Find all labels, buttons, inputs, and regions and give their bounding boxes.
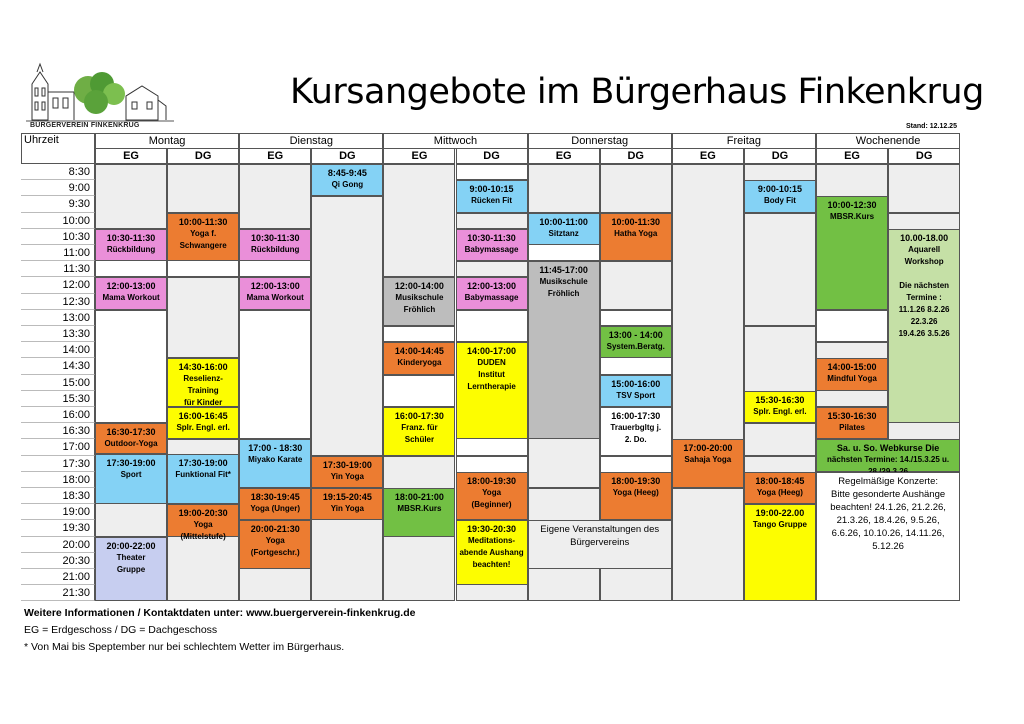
course-entry [311, 456, 383, 488]
course-label: Miyako Karate [248, 455, 303, 465]
course-label: Yoga [193, 520, 213, 530]
logo-text: BÜRGERVEREIN FINKENKRUG [30, 122, 140, 129]
course-time: 12:00-13:00 [467, 281, 517, 292]
course-entry [816, 439, 960, 471]
course-entry [95, 229, 167, 261]
time-slot-label: 10:00 [21, 213, 95, 229]
empty-slot [383, 326, 455, 342]
course-entry [744, 180, 816, 212]
time-slot-label: 13:00 [21, 310, 95, 326]
course-label: MBSR.Kurs [397, 504, 442, 513]
course-entry [383, 342, 455, 374]
course-label: Franz. für [401, 423, 438, 432]
course-label: nächsten Termine: 14./15.3.25 u. [827, 455, 950, 465]
empty-slot [383, 164, 455, 277]
day-header-mittwoch: Mittwoch [383, 133, 527, 149]
course-entry [456, 472, 528, 521]
floor-header-eg: EG [95, 148, 167, 164]
course-entry [95, 423, 167, 454]
course-label: Babymassage [464, 293, 519, 303]
course-entry [528, 213, 600, 245]
course-label: 22.3.26 [910, 316, 938, 326]
course-time: 15:00-16:00 [611, 378, 661, 389]
floor-header-dg: DG [311, 148, 383, 164]
course-time: 14:00-14:45 [394, 346, 444, 357]
course-label: Workshop [904, 256, 944, 266]
empty-slot [600, 261, 672, 310]
course-time: 10:00-11:30 [178, 216, 228, 227]
course-time: 14:00-15:00 [827, 362, 877, 373]
time-slot-label: 16:30 [21, 423, 95, 439]
time-slot-label: 18:00 [21, 472, 95, 488]
course-time: 8:45-9:45 [327, 168, 367, 178]
time-slot-label: 17:00 [21, 439, 95, 455]
floor-header-eg: EG [383, 148, 455, 164]
empty-slot [239, 310, 311, 440]
stand-date: Stand: 12.12.25 [906, 123, 957, 130]
course-entry [816, 196, 888, 309]
empty-slot [239, 164, 311, 229]
empty-slot [167, 277, 239, 358]
day-header-donnerstag: Donnerstag [528, 133, 672, 149]
time-slot-label: 19:00 [21, 504, 95, 520]
floor-header-eg: EG [528, 148, 600, 164]
empty-slot [528, 164, 600, 213]
course-entry [456, 229, 528, 261]
empty-slot [456, 164, 528, 180]
course-entry [816, 407, 888, 439]
course-label: Yin Yoga [330, 471, 364, 481]
floor-header-dg: DG [888, 148, 960, 164]
course-label: (Mittelstufe) [180, 532, 226, 542]
course-entry [383, 488, 455, 537]
time-slot-label: 14:00 [21, 342, 95, 358]
course-label: Sahaja Yoga [684, 455, 732, 465]
course-label: abende Aushang [459, 548, 524, 558]
time-slot-label: 9:30 [21, 196, 95, 212]
course-entry [600, 472, 672, 521]
empty-slot [95, 164, 167, 229]
time-slot-label: 12:30 [21, 294, 95, 310]
empty-slot [888, 164, 960, 213]
course-label: Splr. Engl. erl. [753, 406, 807, 416]
course-entry [239, 229, 311, 261]
course-label: Yoga [482, 487, 502, 497]
course-entry [888, 229, 960, 423]
course-label: Fröhlich [547, 289, 580, 299]
course-label: Trauerbgltg j. [610, 423, 662, 432]
course-label: Schüler [404, 435, 435, 444]
course-entry [744, 472, 816, 504]
time-slot-label: 11:30 [21, 261, 95, 277]
day-header-wochenende: Wochenende [816, 133, 960, 149]
course-time: 10:00-11:30 [611, 216, 660, 227]
course-entry [672, 439, 744, 488]
course-label: DUDEN [477, 358, 506, 368]
course-label: Rückbildung [251, 244, 300, 254]
course-label: Tango Gruppe [752, 520, 807, 530]
empty-slot [95, 310, 167, 423]
course-time: 17:00-20:00 [683, 443, 733, 454]
course-label: (Fortgeschr.) [250, 548, 300, 558]
course-entry [816, 358, 888, 390]
footer-notes [24, 605, 415, 656]
course-time: 9:00-10:15 [757, 184, 802, 195]
floor-header-eg: EG [816, 148, 888, 164]
course-entry [239, 488, 311, 520]
time-slot-label: 8:30 [21, 164, 95, 180]
empty-slot [456, 213, 528, 229]
day-header-freitag: Freitag [672, 133, 816, 149]
course-entry [95, 454, 167, 504]
empty-slot [816, 310, 888, 342]
course-label: Babymassage [464, 244, 519, 254]
course-entry [528, 261, 600, 439]
course-time: 18:00-18:45 [755, 475, 805, 486]
course-label: Yoga (Heeg) [612, 487, 659, 497]
house-logo-icon [26, 62, 174, 124]
course-label: Pilates [839, 423, 865, 432]
floor-header-dg: DG [744, 148, 816, 164]
course-time: 11:45-17:00 [539, 265, 588, 276]
course-label: Lerntherapie [467, 382, 516, 392]
course-label: Yin Yoga [330, 504, 364, 513]
course-entry [744, 504, 816, 601]
course-entry [528, 520, 672, 569]
course-label: Rückbildung [106, 244, 156, 254]
empty-slot [456, 261, 528, 277]
empty-slot [383, 375, 455, 407]
course-label: Theater [116, 552, 146, 562]
course-schedule-table [21, 133, 961, 603]
footer-floor-legend: EG = Erdgeschoss / DG = Dachgeschoss [24, 624, 218, 636]
course-time: 10:00-12:30 [827, 200, 877, 211]
course-entry [167, 213, 239, 262]
course-label: Sitztanz [548, 228, 579, 238]
course-time: 12:00-13:00 [106, 281, 156, 292]
course-entry [311, 488, 383, 520]
empty-slot [600, 310, 672, 326]
course-label: Hatha Yoga [614, 228, 658, 238]
course-label: Kinderyoga [397, 358, 442, 368]
course-label: Fröhlich [403, 305, 436, 315]
course-label: Musikschule [395, 293, 444, 303]
course-time: 19:30-20:30 [467, 524, 517, 535]
course-time: 13:00 - 14:00 [608, 330, 663, 340]
course-time: 10.00-18.00 [900, 232, 949, 243]
course-label: Mindful Yoga [827, 374, 877, 384]
course-time: 12:00-14:00 [394, 281, 444, 292]
course-label: 19.4.26 3.5.26 [898, 328, 950, 338]
day-header-montag: Montag [95, 133, 239, 149]
empty-slot [311, 196, 383, 455]
course-entry [816, 472, 960, 602]
course-time: 14:00-17:00 [467, 346, 517, 357]
empty-slot [456, 310, 528, 342]
page-title: Kursangebote im Bürgerhaus Finkenkrug [290, 72, 984, 112]
course-entry [239, 439, 311, 488]
course-entry [311, 164, 383, 196]
course-label: Aquarell [908, 244, 941, 254]
course-label: Yoga (Unger) [250, 504, 301, 513]
course-time: 10:30-11:30 [467, 232, 516, 243]
course-label: System.Beratg. [606, 342, 665, 351]
course-time: 20:00-21:30 [250, 524, 300, 535]
course-label: für Kinder [184, 398, 223, 408]
course-label: beachten! 24.1.26, 21.2.26, [830, 501, 946, 513]
time-slot-label: 21:00 [21, 569, 95, 585]
course-label: Gruppe [116, 564, 146, 574]
course-label: Mama Workout [246, 293, 304, 303]
course-label: 21.3.26, 18.4.26, 9.5.26, [836, 514, 940, 526]
time-slot-label: 20:00 [21, 537, 95, 553]
course-label: Termine : [906, 292, 942, 302]
course-entry [167, 504, 239, 542]
course-time: 18:00-21:00 [394, 492, 444, 502]
course-entry [600, 326, 672, 358]
course-entry [383, 407, 455, 456]
course-time: 17:00 - 18:30 [248, 443, 303, 454]
course-entry [167, 407, 239, 439]
footer-footnote: * Von Mai bis Speptember nur bei schlechtem Wetter im Bürgerhaus. [24, 641, 345, 653]
course-label: Reselienz-Training [183, 374, 223, 396]
time-slot-label: 16:00 [21, 407, 95, 423]
floor-header-eg: EG [672, 148, 744, 164]
course-time: 15:30-16:30 [755, 394, 805, 405]
time-slot-label: 9:00 [21, 180, 95, 196]
course-label: Body Fit [763, 196, 796, 206]
course-entry [600, 213, 672, 262]
empty-slot [672, 488, 744, 601]
time-slot-label: 14:30 [21, 358, 95, 374]
time-slot-label: 10:30 [21, 229, 95, 245]
course-time: 18:30-19:45 [250, 492, 300, 502]
course-label: 5.12.26 [872, 540, 904, 552]
course-label: 2. Do. [624, 435, 647, 444]
time-slot-label: 18:30 [21, 488, 95, 504]
course-time: 16:00-16:45 [178, 411, 228, 421]
day-header-dienstag: Dienstag [239, 133, 383, 149]
footer-contact-info: Weitere Informationen / Kontaktdaten unter: www.buergerverein-finkenkrug.de [24, 607, 416, 619]
course-entry [600, 407, 672, 456]
course-entry [383, 277, 455, 326]
course-entry [456, 342, 528, 439]
course-label: Schwangere [179, 240, 227, 250]
floor-header-dg: DG [167, 148, 239, 164]
course-label: Sport [120, 469, 142, 479]
course-label: Yoga (Heeg) [756, 487, 803, 497]
course-entry [95, 537, 167, 602]
empty-slot [744, 423, 816, 455]
course-label: beachten! [472, 560, 511, 570]
course-label: Musikschule [539, 277, 588, 287]
course-time: 17:30-19:00 [106, 457, 156, 468]
course-label: Splr. Engl. erl. [176, 423, 230, 432]
time-slot-label: 17:30 [21, 456, 95, 472]
course-label: Meditations- [467, 536, 516, 546]
time-column-header: Uhrzeit [21, 133, 95, 164]
course-entry [167, 358, 239, 407]
course-time: 14:30-16:00 [178, 362, 228, 373]
course-time: 16:30-17:30 [106, 427, 156, 438]
floor-header-eg: EG [239, 148, 311, 164]
course-time: 16:00-17:30 [611, 411, 661, 421]
time-slot-label: 13:30 [21, 326, 95, 342]
course-time: 10:30-11:30 [250, 232, 300, 243]
course-time: 17:30-19:00 [322, 459, 372, 470]
time-slot-label: 20:30 [21, 553, 95, 569]
course-label: Die nächsten [899, 280, 950, 290]
empty-slot [744, 213, 816, 326]
course-entry [456, 520, 528, 585]
course-label: Funktional Fit* [175, 469, 231, 479]
course-label: Yoga f. [190, 228, 217, 238]
time-slot-label: 19:30 [21, 520, 95, 536]
course-time: 10:30-11:30 [106, 232, 156, 243]
course-entry [744, 391, 816, 423]
course-time: 20:00-22:00 [106, 540, 156, 551]
course-time: 9:00-10:15 [469, 184, 514, 195]
course-time: 19:00-20:30 [178, 508, 228, 519]
course-time: 19:00-22.00 [755, 508, 805, 519]
course-entry [600, 375, 672, 407]
course-time: 16:00-17:30 [394, 411, 444, 421]
course-label: Institut [478, 370, 505, 380]
empty-slot [600, 164, 672, 213]
course-entry [239, 277, 311, 309]
course-label: Yoga [265, 536, 285, 546]
course-entry [167, 454, 239, 504]
course-label: MBSR.Kurs [830, 212, 875, 222]
course-label: Qi Gong [331, 180, 364, 189]
course-time: Sa. u. So. Webkurse Die [836, 443, 940, 454]
course-label: Bürgervereins [570, 537, 630, 549]
course-entry [95, 277, 167, 309]
course-label: 6.6.26, 10.10.26, 14.11.26, [831, 527, 945, 539]
course-time: 18:00-19:30 [467, 475, 517, 486]
course-entry [456, 277, 528, 309]
course-label: Outdoor-Yoga [104, 439, 158, 449]
course-time: 15:30-16:30 [827, 411, 877, 421]
course-time: 18:00-19:30 [611, 475, 661, 486]
course-entry [456, 180, 528, 212]
course-time: 19:15-20:45 [322, 492, 372, 502]
buergerverein-logo [26, 62, 174, 132]
floor-header-dg: DG [600, 148, 672, 164]
course-entry [239, 520, 311, 569]
time-slot-label: 15:00 [21, 375, 95, 391]
course-label: Bitte gesonderte Aushänge [831, 488, 946, 500]
course-label [889, 268, 959, 280]
course-time: 10:00-11:00 [539, 216, 588, 227]
course-label: 11.1.26 8.2.26 [898, 304, 950, 314]
floor-header-dg: DG [456, 148, 528, 164]
empty-slot [167, 164, 239, 213]
course-label: TSV Sport [616, 390, 656, 400]
course-time: Eigene Veranstaltungen des [540, 524, 660, 536]
course-time: Regelmäßige Konzerte: [838, 475, 938, 487]
time-slot-label: 15:30 [21, 391, 95, 407]
course-label: (Beginner) [471, 499, 512, 509]
time-slot-label: 21:30 [21, 585, 95, 601]
time-slot-label: 11:00 [21, 245, 95, 261]
course-time: 17:30-19:00 [178, 457, 228, 468]
time-slot-label: 12:00 [21, 277, 95, 293]
course-time: 12:00-13:00 [250, 281, 300, 292]
course-label: Rücken Fit [471, 196, 512, 206]
course-label: Mama Workout [102, 293, 160, 303]
